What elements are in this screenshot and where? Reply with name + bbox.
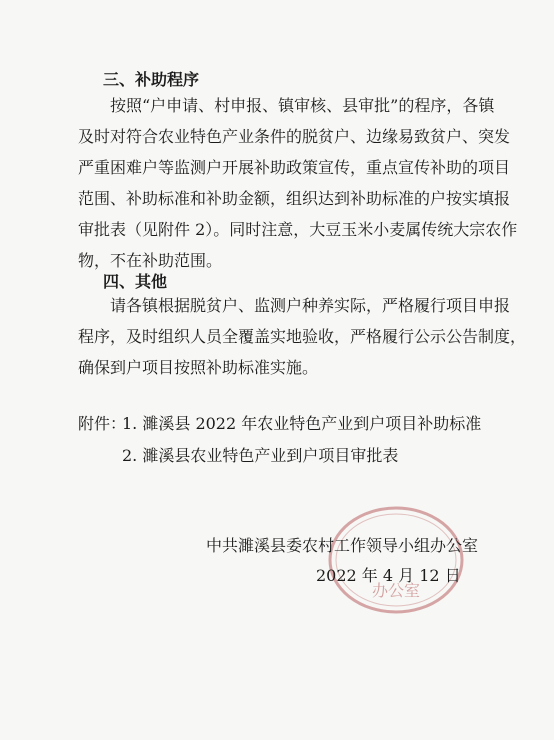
section-3-line: 按照“户申请、村申报、镇审核、县审批”的程序，各镇 [110,96,495,115]
attachment-item: 1. 濉溪县 2022 年农业特色产业到户项目补助标准 [122,414,482,433]
official-seal-stamp [326,502,466,618]
section-4-body [78,290,527,383]
section-3-line: 范围、补助标准和补助金额，组织达到补助标准的户按实填报 [78,189,511,208]
section-3-heading: 三、补助程序 [103,70,200,89]
section-3-line: 及时对符合农业特色产业条件的脱贫户、边缘易致贫户、突发 [78,127,511,146]
section-4-line: 请各镇根据脱贫户、监测户种养实际，严格履行项目申报 [110,296,511,315]
section-3-line: 物，不在补助范围。 [78,251,223,270]
section-4-line: 确保到户项目按照补助标准实施。 [78,358,319,377]
issuing-organization: 中共濉溪县委农村工作领导小组办公室 [206,536,479,555]
issue-date: 2022 年 4 月 12 日 [316,566,461,585]
attachments-label: 附件： [78,414,127,433]
section-3-body [78,90,518,276]
section-4-heading: 四、其他 [103,272,168,291]
section-3-line: 审批表（见附件 2）。同时注意，大豆玉米小麦属传统大宗农作 [78,220,518,239]
attachment-item: 2. 濉溪县农业特色产业到户项目审批表 [122,446,399,465]
section-4-line: 程序，及时组织人员全覆盖实地验收，严格履行公示公告制度， [78,327,527,346]
seal-text: 办公室 [371,581,421,600]
section-3-line: 严重困难户等监测户开展补助政策宣传，重点宣传补助的项目 [78,158,511,177]
